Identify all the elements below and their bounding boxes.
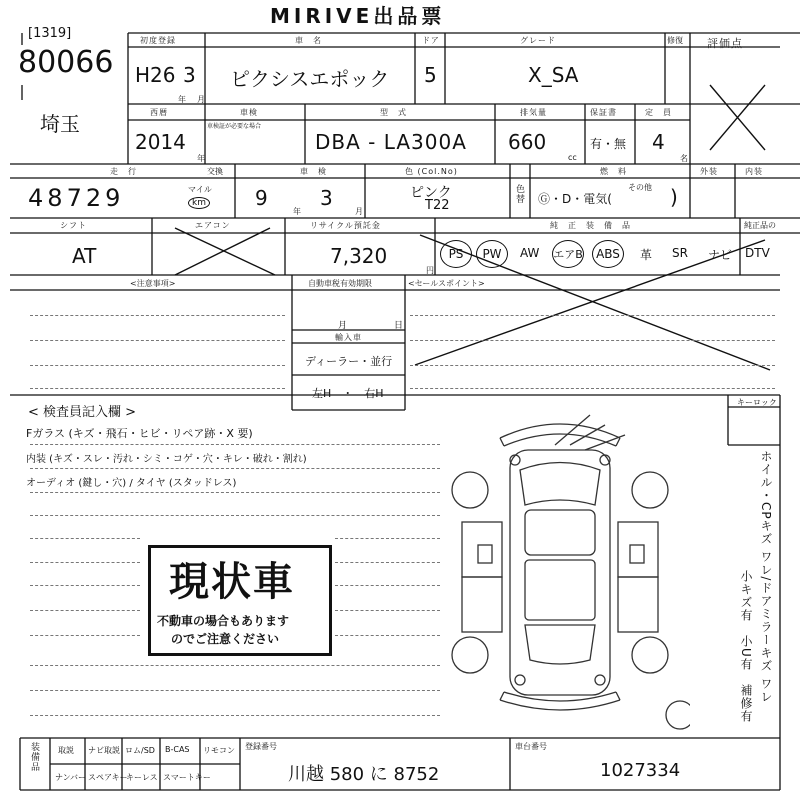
score-label: 評価点 [707,37,743,50]
first-reg-month-unit: 月 [197,95,205,104]
inspector-line-interior: 内装 (キズ・スレ・汚れ・シミ・コゲ・穴・キレ・破れ・割れ) [26,454,307,465]
inspection-label: 車 検 [300,167,327,176]
interior-label: 内装 [745,167,763,176]
model-code: DBA - LA300A [315,130,467,154]
stamp-line2: のでご注意ください [171,632,280,646]
inspection-month-unit: 月 [355,207,363,216]
first-reg-month: 3 [183,63,196,87]
color-toned: 色替 [514,184,524,204]
bottom-side-label: 装備品 [29,742,39,772]
sheet-title: MIRIVE出品票 [270,4,446,28]
import-label: 輸入車 [335,333,362,342]
mileage-label: 走 行 [110,167,137,176]
shift-value: AT [72,244,97,268]
shift-label: シフト [60,221,87,230]
model-year-label: 西暦 [150,108,168,117]
item-spare-key: スペアキー [88,773,128,782]
plate-label: 登録番号 [245,742,277,751]
equip-dtv: DTV [745,246,770,260]
car-damage-diagram [440,410,690,735]
color-name: ピンク [410,185,452,201]
capacity: 4 [652,130,665,154]
warranty-label: 保証書 [590,108,617,117]
meter-expire-day: 日 [394,321,404,331]
first-reg-year-unit: 年 [178,95,186,104]
mileage-digit: 2 [85,184,106,212]
item-plate: ナンバー [55,773,87,782]
meter-expire-month: 月 [338,321,348,331]
chassis-number: 1027334 [600,760,681,781]
equip-sr: SR [672,246,688,260]
mileage-digits [28,184,124,212]
stamp-main: 現状車 [169,559,295,605]
item-manual: 取説 [58,746,74,755]
item-keyless: キーレス [126,773,158,782]
model-year-unit: 年 [197,154,205,163]
meter-label: 交換 [207,167,223,176]
notes-label: <注意事項> [130,279,176,288]
inspector-line-glass: Fガラス (キズ・飛石・ヒビ・リペア跡・X 要) [26,427,253,440]
inspector-label: < 検査員記入欄 > [28,405,137,420]
first-reg-era: H26 [135,63,176,87]
meter-expire-label: 自動車税有効期限 [308,279,372,288]
chassis-label: 車台番号 [515,742,547,751]
region: 埼玉 [40,112,80,136]
door-count: 5 [424,63,437,87]
equip-leather: 革 [640,248,653,262]
model-year: 2014 [135,130,186,154]
grade-label: グレード [520,36,556,45]
side-note-minor: 小キズ有 小U有 補修有 [739,570,753,723]
warranty-options: 有・無 [590,137,627,151]
item-rom-sd: ロム/SD [125,746,155,755]
fuel-options: Ⓖ・D・電気( [538,192,612,206]
recycle-label: リサイクル預託金 [310,221,381,230]
grade: X_SA [528,63,579,87]
inspection-year-unit: 年 [293,207,301,216]
equip-airbag: エアB [552,240,584,268]
car-name: ピクシスエポック [230,67,390,91]
item-navi-manual: ナビ取説 [88,746,120,755]
keyrock-label: キーロック [737,398,777,407]
equipment-side-label: 純正品の [744,221,776,230]
inspection-month: 3 [320,186,333,210]
item-bcas: B-CAS [165,745,190,754]
recycle-amount: 7,320 [330,244,388,268]
recycle-unit: 円 [426,266,434,275]
sales-point-label: <セールスポイント> [408,279,485,288]
fuel-label: 燃 料 [600,167,627,176]
item-remote: リモコン [203,746,235,755]
mileage-unit-km: km [188,197,210,209]
color-code: T22 [425,198,450,213]
lot-number: [1319] [28,26,72,41]
as-is-stamp [148,545,332,656]
equip-navi: ナビ [708,248,733,262]
capacity-unit: 名 [680,154,688,163]
import-value: ディーラー・並行 [305,355,393,368]
mileage-digit: 9 [105,184,125,212]
car-name-label: 車 名 [295,36,322,45]
equip-ps: PS [440,240,472,268]
mileage-unit-mile: マイル [188,185,212,194]
item-smart-key: スマートキー [163,773,211,782]
color-label: 色 (Col.No) [405,167,458,176]
repaired-label: 修復 [667,36,683,45]
side-note-damage: ホイル・CPキズ ワレ/ドアミラーキズ ワレ [759,450,773,704]
inspection-year: 9 [255,186,268,210]
displacement-label: 排気量 [520,108,547,117]
handle-position: 左H ・ 右H [312,387,384,400]
mileage-digit: 4 [28,184,48,212]
mileage-digit: 7 [66,184,86,212]
stamp-line1: 不動車の場合もあります [157,614,290,628]
plate-number: 川越 580 に 8752 [288,764,440,785]
shaken-sublabel: 車検証が必要な場合 [207,123,262,130]
mileage-digit: 8 [47,184,67,212]
shaken-label: 車検 [240,108,258,117]
displacement-unit: cc [568,153,577,162]
equip-abs: ABS [592,240,624,268]
displacement: 660 [508,130,547,154]
equip-aw: AW [520,246,540,260]
equipment-label: 純 正 装 備 品 [550,221,631,230]
auction-number: 80066 [18,45,114,80]
equip-pw: PW [476,240,508,268]
capacity-label: 定 員 [645,108,672,117]
aircon-label: エアコン [195,221,231,230]
exterior-label: 外装 [700,167,718,176]
model-code-label: 型 式 [380,108,407,117]
fuel-other: その他 [628,183,652,192]
inspector-line-audio: オーディオ (鍵し・穴) / タイヤ (スタッドレス) [26,478,237,489]
first-reg-label: 初度登録 [140,36,176,45]
fuel-close: ) [670,185,678,209]
door-label: ドア [422,36,440,45]
